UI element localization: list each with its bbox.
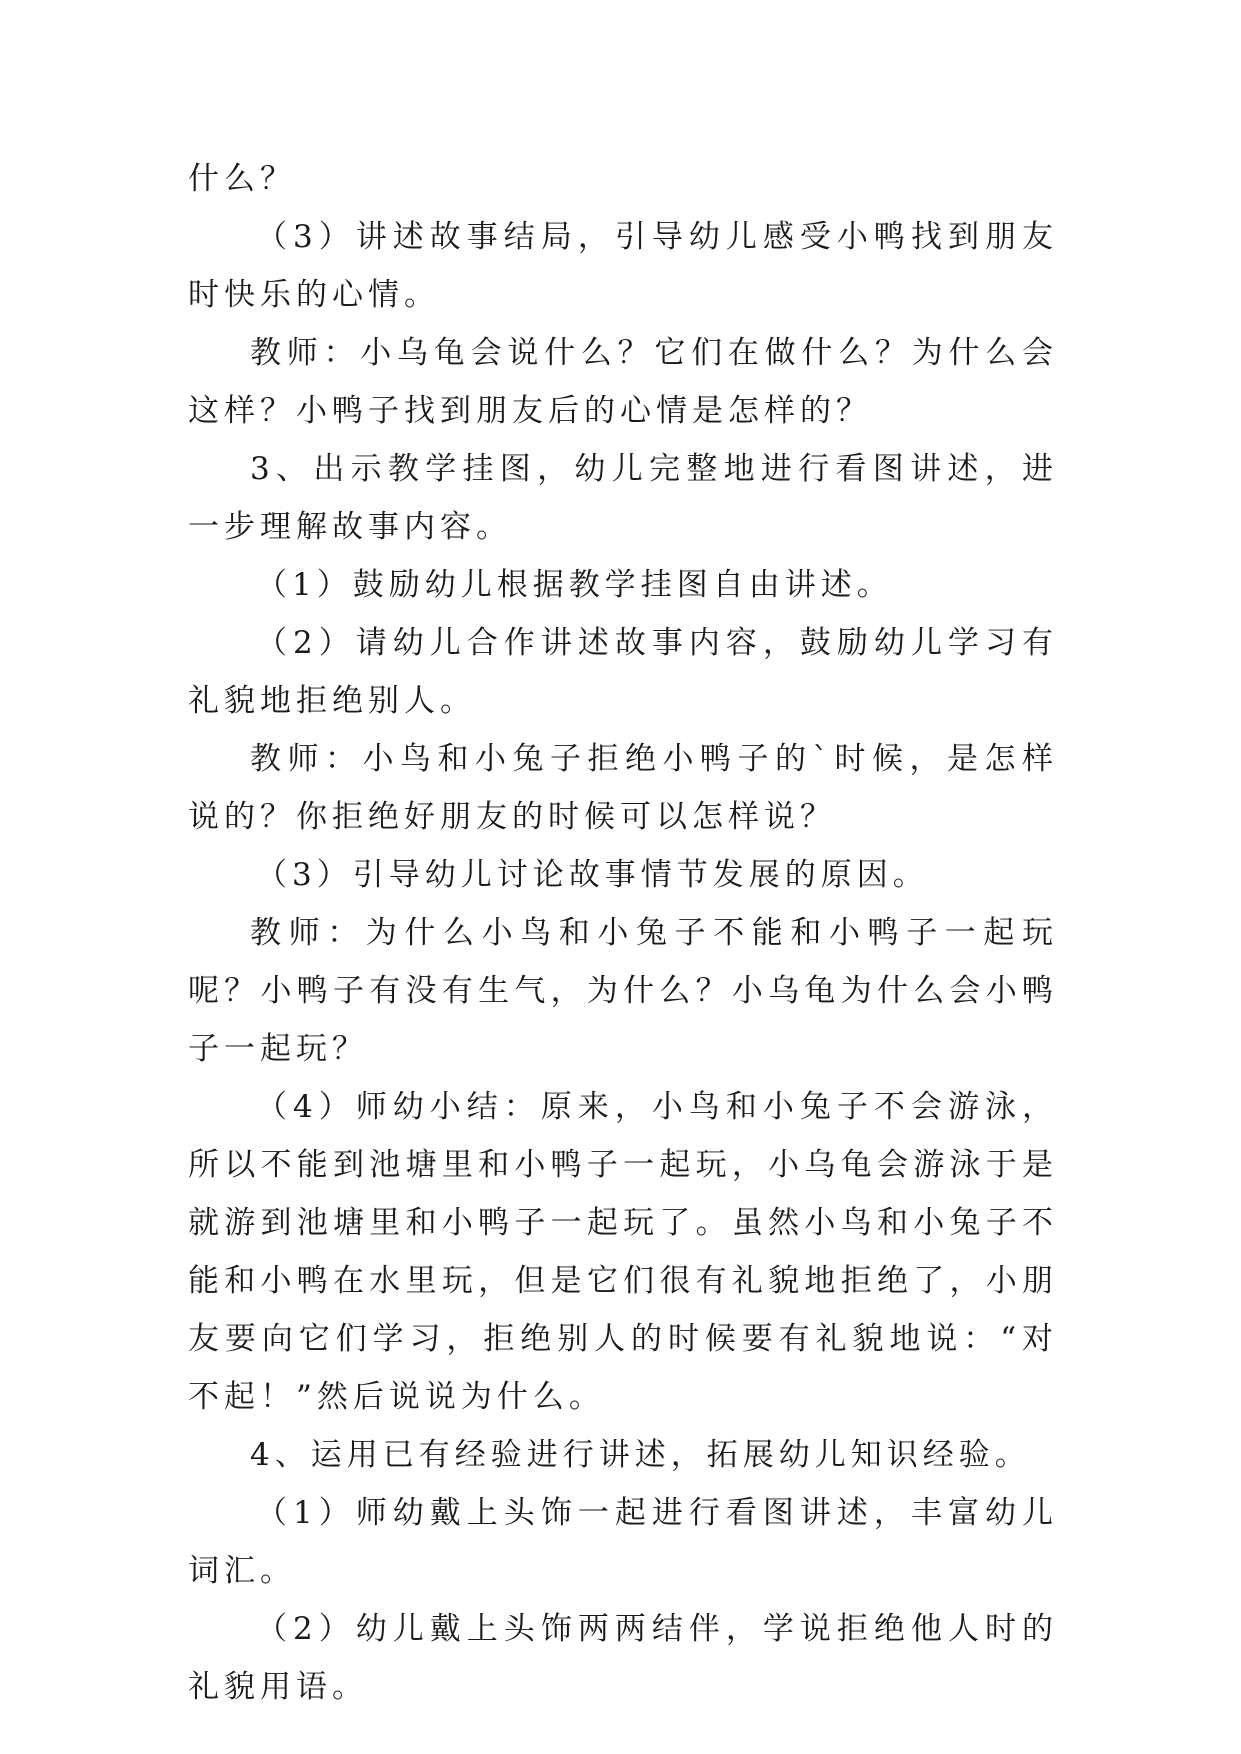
paragraph-teacher-question-1: 教师：小乌龟会说什么？它们在做什么？为什么会这样？小鸭子找到朋友后的心情是怎样的？ xyxy=(188,335,1058,429)
paragraph-teacher-question-2: 教师：小鸟和小兔子拒绝小鸭子的`时候，是怎样说的？你拒绝好朋友的时候可以怎样说？ xyxy=(188,741,1058,835)
paragraph-section-3: 3、出示教学挂图，幼儿完整地进行看图讲述，进一步理解故事内容。 xyxy=(188,451,1058,545)
paragraph-step-3-3: （3）讲述故事结局，引导幼儿感受小鸭找到朋友时快乐的心情。 xyxy=(188,219,1058,313)
paragraph-step-3-2: （2）请幼儿合作讲述故事内容，鼓励幼儿学习有礼貌地拒绝别人。 xyxy=(188,625,1058,719)
paragraph-continuation: 什么？ xyxy=(188,161,296,197)
paragraph-step-3-1: （1）鼓励幼儿根据教学挂图自由讲述。 xyxy=(256,567,893,603)
paragraph-section-4: 4、运用已有经验进行讲述，拓展幼儿知识经验。 xyxy=(250,1437,1031,1473)
paragraph-step-4-2: （2）幼儿戴上头饰两两结伴，学说拒绝他人时的礼貌用语。 xyxy=(188,1611,1058,1705)
paragraph-step-3-4-summary: （4）师幼小结：原来，小鸟和小兔子不会游泳，所以不能到池塘里和小鸭子一起玩，小乌龟会游泳于是就游到池塘里和小鸭子一起玩了。虽然小鸟和小兔子不能和小鸭在水里玩，但是它们很有礼貌地拒绝了，小朋友要向它们学习，拒绝别人的时候要有礼貌地说：“对不起！”然后说说为什么。 xyxy=(188,1089,1058,1415)
paragraph-teacher-question-3: 教师：为什么小鸟和小兔子不能和小鸭子一起玩呢？小鸭子有没有生气，为什么？小乌龟为什么会小鸭子一起玩？ xyxy=(188,915,1058,1067)
document-body xyxy=(188,150,1058,1716)
paragraph-step-4-1: （1）师幼戴上头饰一起进行看图讲述，丰富幼儿词汇。 xyxy=(188,1495,1058,1589)
paragraph-step-3-3b: （3）引导幼儿讨论故事情节发展的原因。 xyxy=(256,857,929,893)
